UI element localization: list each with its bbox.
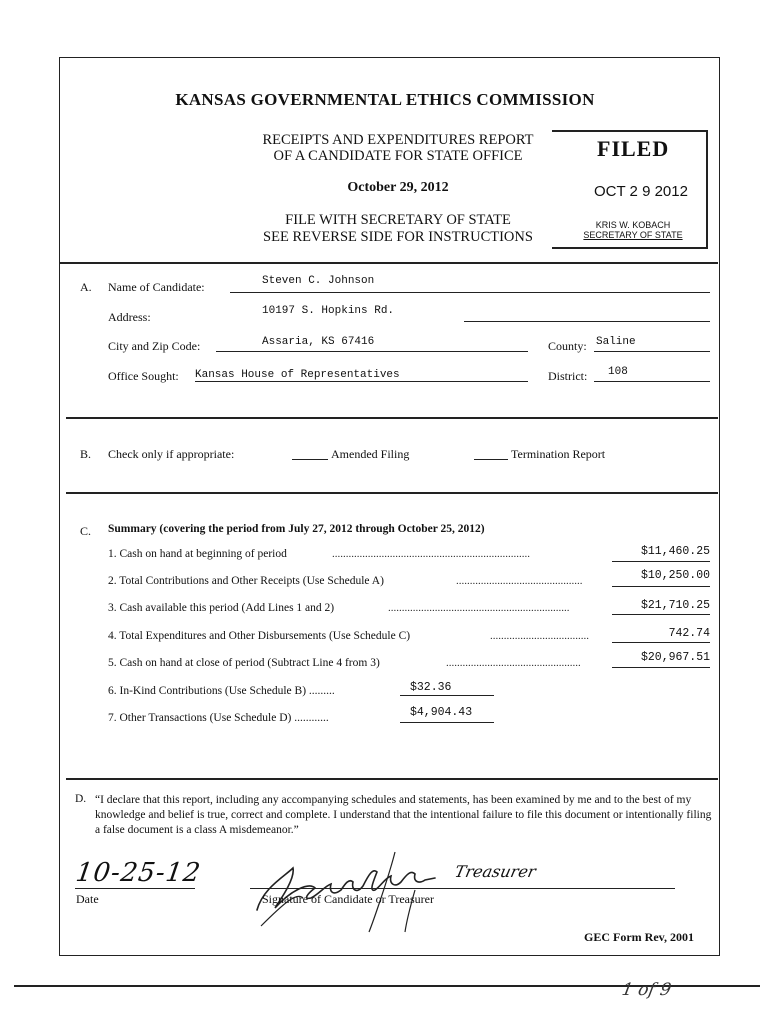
- handwritten-treasurer: Treasurer: [452, 862, 538, 881]
- date-label: Date: [76, 892, 99, 906]
- section-divider-c: [66, 492, 718, 494]
- stamp-name: KRIS W. KOBACH: [595, 220, 671, 230]
- amount-line: [612, 614, 710, 615]
- candidate-name-line: [230, 292, 710, 293]
- declaration-text: “I declare that this report, including any accompanying schedules and statements, has been examined by me and to the best of my knowledge and belief is true, correct and complete. I understand that the intentional failure to file this document or intentionally filing a false document is a class A misdemeanor.”: [95, 794, 712, 836]
- file-instruction-line1: FILE WITH SECRETARY OF STATE: [285, 212, 511, 228]
- leader-dots: .................................................: [446, 657, 581, 669]
- handwritten-page-number: 1 of 9: [620, 980, 673, 1000]
- summary-amount-2: $10,250.00: [640, 569, 710, 582]
- section-divider-d: [66, 778, 718, 780]
- signature-scribble: [245, 838, 475, 933]
- signature-line: [250, 888, 675, 889]
- signature-label: Signature of Candidate or Treasurer: [262, 892, 434, 906]
- termination-report-label: Termination Report: [511, 447, 606, 461]
- section-divider-b: [66, 417, 718, 419]
- summary-amount-3: $21,710.25: [640, 599, 710, 612]
- inkind-amount: $32.36: [410, 681, 452, 694]
- county-value: Saline: [596, 336, 636, 348]
- check-label: Check only if appropriate:: [108, 447, 235, 461]
- summary-label: Summary (covering the period from July 27, 2012 through October 25, 2012): [108, 523, 485, 535]
- section-d-letter: D.: [75, 793, 87, 805]
- date-line: [75, 888, 195, 889]
- address-value: 10197 S. Hopkins Rd.: [262, 305, 395, 317]
- county-line: [594, 351, 710, 352]
- inkind-line: [400, 695, 494, 696]
- amended-checkbox-line[interactable]: [292, 459, 328, 460]
- amount-line: [612, 642, 710, 643]
- city-zip-line: [216, 351, 528, 352]
- section-a-letter: A.: [80, 280, 92, 294]
- other-transactions-amount: $4,904.43: [410, 706, 473, 719]
- address-label: Address:: [108, 310, 151, 324]
- handwritten-date: 10-25-12: [73, 858, 203, 888]
- file-instruction-line2: SEE REVERSE SIDE FOR INSTRUCTIONS: [263, 229, 533, 245]
- stamp-filed-text: FILED: [597, 136, 670, 161]
- summary-amount-4: 742.74: [668, 627, 710, 640]
- amount-line: [612, 561, 710, 562]
- summary-line-4: 4. Total Expenditures and Other Disbursements (Use Schedule C): [108, 630, 411, 642]
- office-sought-label: Office Sought:: [108, 369, 179, 383]
- report-date: October 29, 2012: [347, 180, 449, 195]
- district-line: [594, 381, 710, 382]
- leader-dots: ..................................................................: [388, 602, 570, 614]
- office-sought-line: [195, 381, 528, 382]
- leader-dots: ....................................: [490, 630, 589, 642]
- section-c-letter: C.: [80, 524, 92, 538]
- summary-line-3: 3. Cash available this period (Add Lines 1 and 2): [108, 602, 335, 614]
- candidate-name-label: Name of Candidate:: [108, 280, 205, 294]
- amount-line: [612, 586, 710, 587]
- district-label: District:: [548, 369, 588, 383]
- other-transactions-label: 7. Other Transactions (Use Schedule D) ............: [108, 712, 329, 724]
- leader-dots: ........................................................................: [332, 548, 530, 560]
- candidate-name-value: Steven C. Johnson: [262, 275, 375, 287]
- section-divider-a: [60, 262, 718, 264]
- stamp-office: SECRETARY OF STATE: [583, 230, 683, 240]
- stamp-date: OCT 2 9 2012: [594, 183, 688, 200]
- summary-amount-1: $11,460.25: [640, 545, 710, 558]
- form-revision: GEC Form Rev, 2001: [584, 930, 694, 944]
- leader-dots: ..............................................: [456, 575, 583, 587]
- commission-title: KANSAS GOVERNMENTAL ETHICS COMMISSION: [175, 90, 595, 109]
- county-label: County:: [548, 339, 587, 353]
- summary-line-1: 1. Cash on hand at beginning of period: [108, 548, 287, 560]
- section-b-letter: B.: [80, 447, 92, 461]
- report-title-line2: OF A CANDIDATE FOR STATE OFFICE: [273, 148, 523, 164]
- other-transactions-line: [400, 722, 494, 723]
- summary-amount-5: $20,967.51: [640, 651, 710, 664]
- summary-line-5: 5. Cash on hand at close of period (Subtract Line 4 from 3): [108, 657, 380, 669]
- termination-checkbox-line[interactable]: [474, 459, 508, 460]
- inkind-label: 6. In-Kind Contributions (Use Schedule B) .........: [108, 685, 335, 697]
- summary-line-2: 2. Total Contributions and Other Receipts (Use Schedule A): [108, 575, 384, 587]
- address-line: [464, 321, 710, 322]
- district-value: 108: [608, 366, 628, 378]
- stamp-official-name: [568, 220, 698, 240]
- report-title-line1: RECEIPTS AND EXPENDITURES REPORT: [262, 132, 534, 148]
- city-zip-value: Assaria, KS 67416: [262, 336, 375, 348]
- amended-filing-label: Amended Filing: [331, 447, 410, 461]
- office-sought-value: Kansas House of Representatives: [195, 369, 400, 381]
- city-zip-label: City and Zip Code:: [108, 339, 201, 353]
- amount-line: [612, 667, 710, 668]
